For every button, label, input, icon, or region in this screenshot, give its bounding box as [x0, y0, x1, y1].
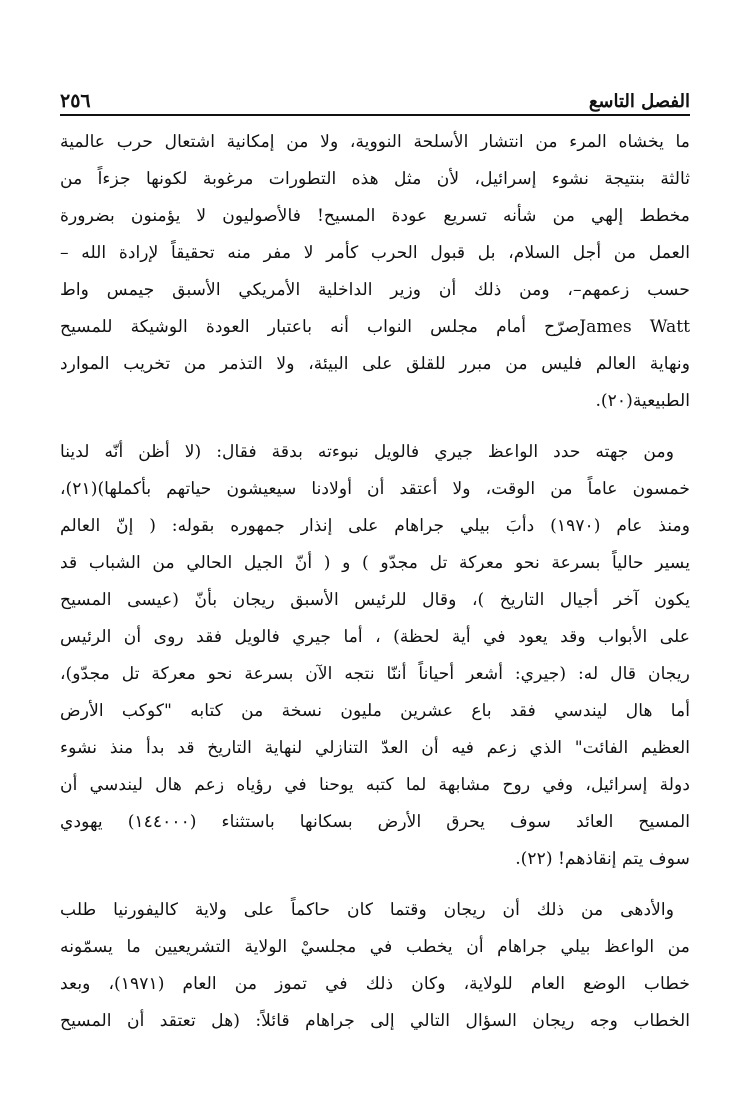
page-header [60, 78, 690, 116]
text-line: ومن جهته حدد الواعظ جيري فالويل نبوءته بدقة فقال: (لا أظن أنّه لدينا [60, 442, 674, 462]
text-line: الطبيعية(٢٠). [595, 391, 690, 411]
text-line: ومنذ عام (١٩٧٠) دأبَ بيلي جراهام على إنذار جمهوره بقوله: ( إنّ العالم [60, 516, 690, 536]
text-line: ريجان قال له: (جيري: أشعر أحياناً أننّا نتجه الآن بسرعة نحو معركة تل مجدّو)، [60, 664, 690, 684]
text-line: خمسون عاماً من الوقت، ولا أعتقد أن أولادنا سيعيشون حياتهم بأكملها)(٢١)، [60, 479, 690, 499]
chapter-title: الفصل التاسع [588, 91, 690, 112]
text-line: أما هال ليندسي فقد باع عشرين مليون نسخة من كتابه "كوكب الأرض [60, 701, 690, 721]
text-line: والأدهى من ذلك أن ريجان وقتما كان حاكماً على ولاية كاليفورنيا طلب [60, 900, 674, 920]
paragraph-gap [60, 878, 690, 892]
paragraph-gap [60, 420, 690, 434]
book-page [60, 78, 690, 1040]
text-line: من الواعظ بيلي جراهام أن يخطب في مجلسيْ الولاية التشريعيين ما يسمّونه [60, 937, 690, 957]
text-line: حسب زعمهم–، ومن ذلك أن وزير الداخلية الأمريكي الأسبق جيمس واط [60, 280, 690, 300]
text-line: ثالثة بنتيجة نشوء إسرائيل، لأن مثل هذه التطورات مرغوبة لكونها جزءاً من [60, 169, 690, 189]
text-line: على الأبواب وقد يعود في أية لحظة) ، أما جيري فالويل فقد روى أن الرئيس [60, 627, 690, 647]
paragraph [60, 124, 690, 420]
text-line: العظيم الفائت" الذي زعم فيه أن العدّ التنازلي لنهاية التاريخ قد بدأ منذ نشوء [60, 738, 690, 758]
text-line: James Wattصرّح أمام مجلس النواب أنه باعتبار العودة الوشيكة للمسيح [60, 317, 690, 337]
text-line: العمل من أجل السلام، بل قبول الحرب كأمر لا مفر منه تحقيقاً لإرادة الله – [60, 243, 690, 263]
paragraph [60, 434, 690, 878]
text-line: دولة إسرائيل، وفي روح مشابهة لما كتبه يوحنا في رؤياه زعم هال ليندسي أن [60, 775, 690, 795]
text-line: خطاب الوضع العام للولاية، وكان ذلك في تموز من العام (١٩٧١)، وبعد [60, 974, 690, 994]
text-line: سوف يتم إنقاذهم! (٢٢). [515, 849, 690, 869]
text-line: ونهاية العالم فليس من مبرر للقلق على البيئة، ولا التذمر من تخريب الموارد [60, 354, 690, 374]
paragraph [60, 892, 690, 1040]
text-line: مخطط إلهي من شأنه تسريع عودة المسيح! فالأصوليون لا يؤمنون بضرورة [60, 206, 690, 226]
page-number: ٢٥٦ [60, 90, 91, 112]
body-text [60, 124, 690, 1040]
text-line: الخطاب وجه ريجان السؤال التالي إلى جراهام قائلاً: (هل تعتقد أن المسيح [60, 1011, 690, 1031]
text-line: المسيح العائد سوف يحرق الأرض بسكانها باستثناء (١٤٤٠٠٠) يهودي [60, 812, 690, 832]
text-line: ما يخشاه المرء من انتشار الأسلحة النووية، ولا من إمكانية اشتعال حرب عالمية [60, 132, 690, 152]
text-line: يكون آخر أجيال التاريخ )، وقال للرئيس الأسبق ريجان بأنّ (عيسى المسيح [60, 590, 690, 610]
text-line: يسير حالياً بسرعة نحو معركة تل مجدّو ) و ( أنّ الجيل الحالي من الشباب قد [60, 553, 690, 573]
